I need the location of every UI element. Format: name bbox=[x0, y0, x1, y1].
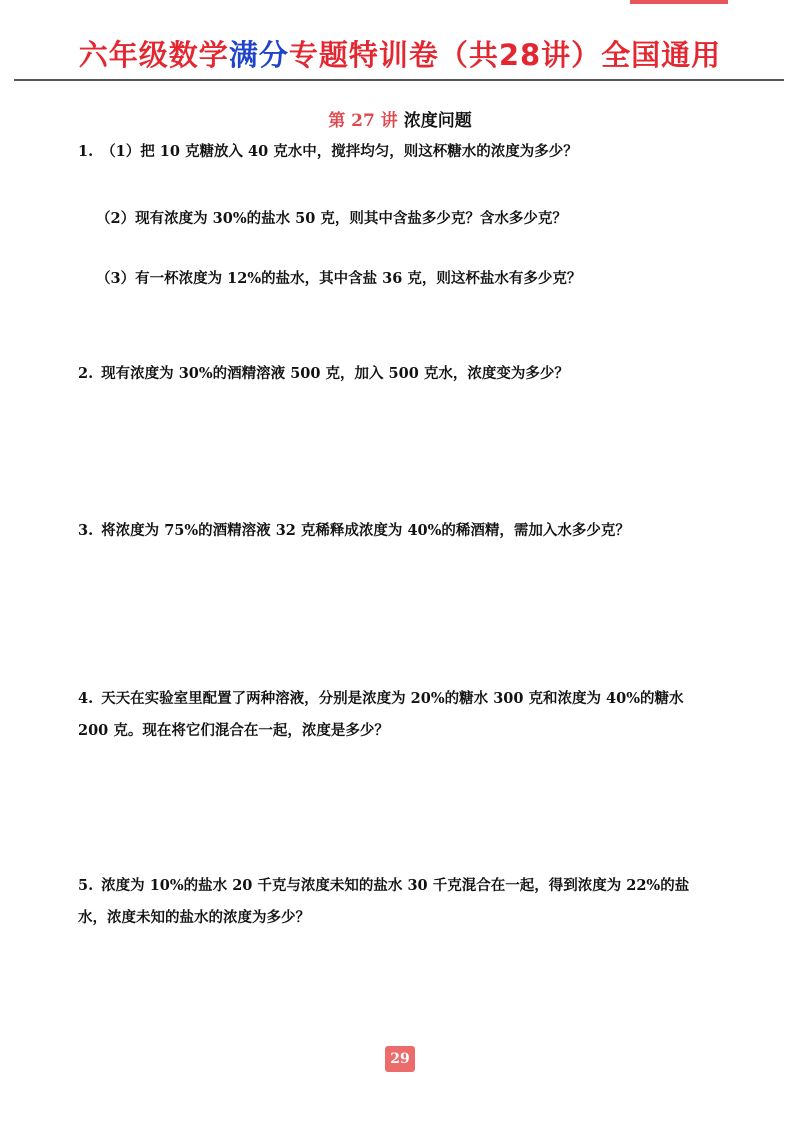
lesson-title bbox=[0, 106, 800, 131]
question-5-line-1-text: 浓度为 10%的盐水 20 千克与浓度未知的盐水 30 千克混合在一起，得到浓度为 22%的盐 bbox=[101, 877, 690, 894]
question-1-part-1-text: （1）把 10 克糖放入 40 克水中，搅拌均匀，则这杯糖水的浓度为多少？ bbox=[101, 143, 578, 160]
question-1-part-2: （2）现有浓度为 30%的盐水 50 克，则其中含盐多少克？含水多少克？ bbox=[96, 210, 567, 227]
header-divider bbox=[14, 79, 784, 81]
question-3 bbox=[78, 513, 630, 549]
question-2 bbox=[78, 356, 569, 392]
question-1-part-3: （3）有一杯浓度为 12%的盐水，其中含盐 36 克，则这杯盐水有多少克？ bbox=[96, 270, 582, 287]
question-5-line-1 bbox=[78, 868, 689, 904]
header-title-part3: 专题特训卷（共28讲）全国通用 bbox=[288, 38, 722, 72]
question-1-number: 1. bbox=[78, 143, 94, 160]
question-4-line-1-text: 天天在实验室里配置了两种溶液，分别是浓度为 20%的糖水 300 克和浓度为 40%的糖水 bbox=[101, 690, 684, 707]
question-1-part-1 bbox=[78, 134, 578, 170]
question-5-number: 5. bbox=[78, 877, 94, 894]
question-2-number: 2. bbox=[78, 365, 94, 382]
top-accent-bar bbox=[630, 0, 728, 4]
question-2-text: 现有浓度为 30%的酒精溶液 500 克，加入 500 克水，浓度变为多少？ bbox=[101, 365, 569, 382]
question-5-line-2: 水，浓度未知的盐水的浓度为多少？ bbox=[78, 909, 310, 926]
lesson-topic: 浓度问题 bbox=[403, 111, 472, 131]
page-number-badge: 29 bbox=[385, 1046, 415, 1072]
lesson-number: 第 27 讲 bbox=[328, 111, 398, 131]
question-4-line-2: 200 克。现在将它们混合在一起，浓度是多少？ bbox=[78, 722, 389, 739]
question-4-number: 4. bbox=[78, 690, 94, 707]
header-title-part1: 六年级数学 bbox=[78, 38, 229, 72]
question-3-number: 3. bbox=[78, 522, 94, 539]
page-header-title bbox=[0, 33, 800, 74]
question-4-line-1 bbox=[78, 681, 684, 717]
question-3-text: 将浓度为 75%的酒精溶液 32 克稀释成浓度为 40%的稀酒精，需加入水多少克？ bbox=[101, 522, 630, 539]
header-title-part2: 满分 bbox=[228, 38, 289, 72]
